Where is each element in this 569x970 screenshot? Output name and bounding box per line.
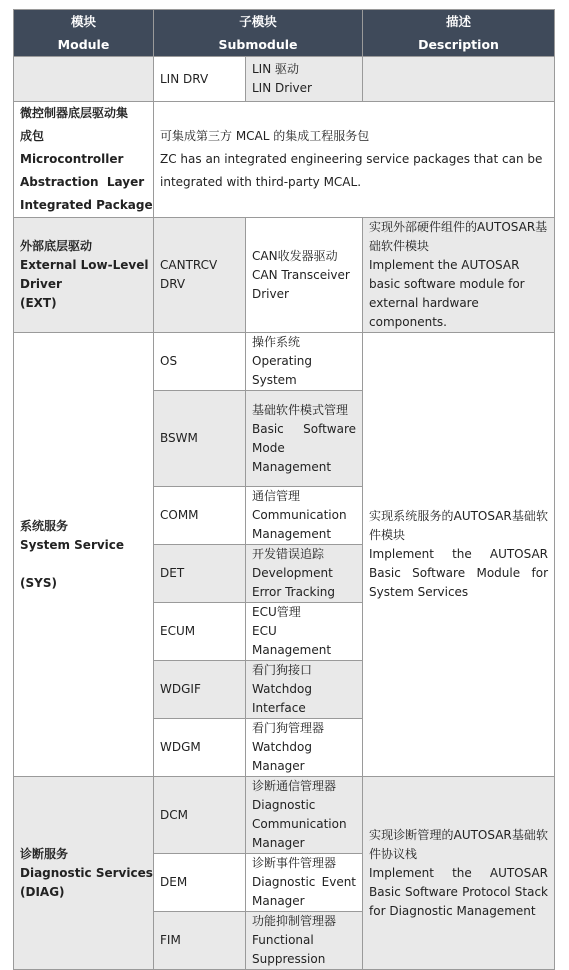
module-cell: 诊断服务 Diagnostic Services (DIAG) (14, 777, 154, 970)
table-header-row (14, 10, 555, 57)
submodule-code: CANTRCV DRV (154, 218, 246, 333)
header-submodule: 子模块 Submodule (154, 10, 363, 57)
table-row-diag-dcm (14, 777, 555, 854)
submodule-code: FIM (154, 912, 246, 970)
submodule-code: WDGM (154, 719, 246, 777)
submodule-code: BSWM (154, 391, 246, 487)
submodule-code: DET (154, 545, 246, 603)
module-cell: 微控制器底层驱动集 成包 Microcontroller Abstraction Layer Integrated Package (14, 102, 154, 218)
header-module: 模块 Module (14, 10, 154, 57)
submodule-name: 基础软件模式管理 Basic Software Mode Management (246, 391, 363, 487)
description-cell: 实现系统服务的AUTOSAR基础软件模块 Implement the AUTOSAR Basic Software Module for System Services (363, 333, 555, 777)
table-row-sys-os (14, 333, 555, 391)
submodule-name: 诊断事件管理器 Diagnostic Event Manager (246, 854, 363, 912)
submodule-code: ECUM (154, 603, 246, 661)
submodule-name: 功能抑制管理器 Functional Suppression (246, 912, 363, 970)
header-description: 描述 Description (363, 10, 555, 57)
submodule-code: OS (154, 333, 246, 391)
submodule-code: DEM (154, 854, 246, 912)
submodule-name: 看门狗管理器 Watchdog Manager (246, 719, 363, 777)
submodule-code: COMM (154, 487, 246, 545)
submodule-name: ECU管理 ECU Management (246, 603, 363, 661)
submodule-name: 操作系统 Operating System (246, 333, 363, 391)
table-row-mcal (14, 102, 555, 218)
submodule-name: CAN收发器驱动 CAN Transceiver Driver (246, 218, 363, 333)
submodule-name: 通信管理 Communication Management (246, 487, 363, 545)
table-row-ext (14, 218, 555, 333)
submodule-code: DCM (154, 777, 246, 854)
description-cell: 实现外部硬件组件的AUTOSAR基础软件模块 Implement the AUTOSAR basic software module for external hardware components. (363, 218, 555, 333)
description-cell: 可集成第三方 MCAL 的集成工程服务包 ZC has an integrated engineering service packages that can be integrated with third-party MCAL. (154, 102, 555, 218)
submodule-code: LIN DRV (154, 57, 246, 102)
submodule-name: 看门狗接口 Watchdog Interface (246, 661, 363, 719)
table-row-lin (14, 57, 555, 102)
submodule-name: LIN 驱动 LIN Driver (246, 57, 363, 102)
submodule-name: 开发错误追踪 Development Error Tracking (246, 545, 363, 603)
description-cell: 实现诊断管理的AUTOSAR基础软件协议栈 Implement the AUTOSAR Basic Software Protocol Stack for Diagnostic Management (363, 777, 555, 970)
submodule-name: 诊断通信管理器 Diagnostic Communication Manager (246, 777, 363, 854)
module-cell: 外部底层驱动 External Low-Level Driver (EXT) (14, 218, 154, 333)
module-cell-empty (14, 57, 154, 102)
module-cell: 系统服务 System Service (SYS) (14, 333, 154, 777)
description-cell-empty (363, 57, 555, 102)
submodule-code: WDGIF (154, 661, 246, 719)
module-table (13, 9, 555, 970)
